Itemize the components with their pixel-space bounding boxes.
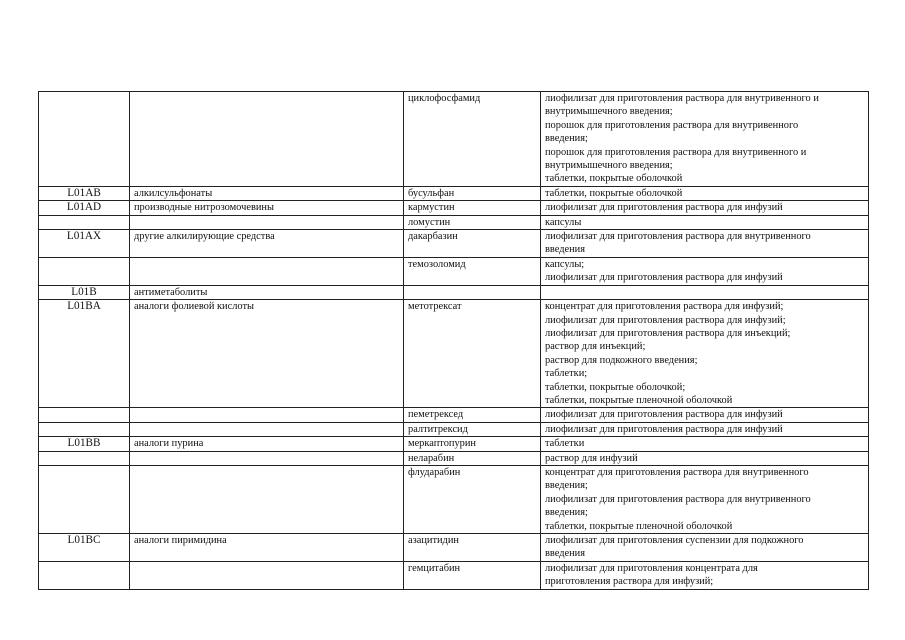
drug-name-cell: флударабин [404, 465, 541, 533]
atc-code-cell: L01BC [39, 534, 130, 562]
table-row [39, 230, 869, 258]
dosage-forms-cell [541, 257, 869, 285]
dosage-form-line: внутримышечного введения; [545, 160, 673, 172]
drug-name-cell: меркаптопурин [404, 437, 541, 451]
drug-name-cell: пеметрексед [404, 408, 541, 422]
dosage-form-line: таблетки, покрытые оболочкой [545, 173, 683, 185]
drug-name-cell: ломустин [404, 215, 541, 229]
atc-code-cell [39, 257, 130, 285]
dosage-form-line: раствор для подкожного введения; [545, 354, 698, 366]
table-row [39, 437, 869, 451]
dosage-form-line: лиофилизат для приготовления раствора для инфузий; [545, 314, 786, 326]
dosage-forms-cell [541, 186, 869, 200]
dosage-forms-cell [541, 230, 869, 258]
pharmacological-group-cell [130, 408, 404, 422]
pharmacological-group-cell [130, 215, 404, 229]
table-row [39, 465, 869, 533]
table-row [39, 201, 869, 215]
drug-name-cell: бусульфан [404, 186, 541, 200]
pharmacological-group-cell [130, 451, 404, 465]
dosage-form-line: лиофилизат для приготовления раствора для инфузий [545, 202, 783, 214]
dosage-forms-cell [541, 408, 869, 422]
drug-name-cell: неларабин [404, 451, 541, 465]
table-row [39, 408, 869, 422]
dosage-form-line: лиофилизат для приготовления раствора для внутривенного [545, 493, 811, 505]
pharmacological-group-cell: антиметаболиты [130, 285, 404, 299]
atc-code-cell: L01B [39, 285, 130, 299]
dosage-forms-cell [541, 437, 869, 451]
table-row [39, 300, 869, 408]
atc-code-cell [39, 561, 130, 589]
drug-name-cell [404, 285, 541, 299]
dosage-forms-cell [541, 285, 869, 299]
drug-name-cell: метотрексат [404, 300, 541, 408]
atc-code-cell: L01BB [39, 437, 130, 451]
dosage-form-line: лиофилизат для приготовления концентрата для [545, 562, 758, 574]
dosage-form-line: лиофилизат для приготовления суспензии для подкожного [545, 535, 804, 546]
dosage-form-line: концентрат для приготовления раствора для инфузий; [545, 301, 784, 313]
atc-code-cell [39, 92, 130, 187]
dosage-form-line: таблетки, покрытые пленочной оболочкой [545, 520, 733, 532]
table-row [39, 257, 869, 285]
dosage-forms-cell [541, 300, 869, 408]
pharmacological-group-cell [130, 257, 404, 285]
atc-code-cell [39, 451, 130, 465]
dosage-form-line: введения [545, 548, 586, 560]
dosage-form-line: таблетки; [545, 368, 588, 380]
atc-code-cell: L01AD [39, 201, 130, 215]
dosage-form-line: введения [545, 244, 586, 256]
drug-classification-table [38, 91, 869, 590]
dosage-form-line: концентрат для приготовления раствора для внутривенного [545, 466, 809, 478]
dosage-forms-cell [541, 451, 869, 465]
dosage-form-line: капсулы [545, 216, 582, 228]
dosage-forms-cell [541, 465, 869, 533]
dosage-form-line: лиофилизат для приготовления раствора для инфузий [545, 423, 783, 435]
atc-code-cell [39, 215, 130, 229]
drug-name-cell: темозоломид [404, 257, 541, 285]
table-row [39, 451, 869, 465]
table-row [39, 285, 869, 299]
atc-code-cell: L01AB [39, 186, 130, 200]
atc-code-cell [39, 408, 130, 422]
table-row [39, 215, 869, 229]
pharmacological-group-cell: производные нитрозомочевины [130, 201, 404, 215]
dosage-form-line: раствор для инъекций; [545, 341, 646, 353]
dosage-form-line: внутримышечного введения; [545, 106, 673, 118]
drug-name-cell: азацитидин [404, 534, 541, 562]
dosage-forms-cell [541, 534, 869, 562]
dosage-form-line: введения; [545, 133, 588, 145]
dosage-forms-cell [541, 201, 869, 215]
dosage-form-line: порошок для приготовления раствора для внутривенного и [545, 146, 807, 158]
drug-name-cell: дакарбазин [404, 230, 541, 258]
drug-name-cell: циклофосфамид [404, 92, 541, 187]
dosage-form-line: лиофилизат для приготовления раствора для инъекций; [545, 327, 791, 339]
dosage-form-line: введения; [545, 480, 588, 492]
atc-code-cell [39, 422, 130, 436]
dosage-form-line: таблетки, покрытые оболочкой [545, 187, 683, 199]
atc-code-cell [39, 465, 130, 533]
pharmacological-group-cell: аналоги пиримидина [130, 534, 404, 562]
pharmacological-group-cell [130, 92, 404, 187]
dosage-form-line: таблетки, покрытые оболочкой; [545, 381, 686, 393]
dosage-form-line: введения; [545, 507, 588, 519]
dosage-form-line: капсулы; [545, 258, 585, 270]
table-row [39, 534, 869, 562]
dosage-forms-cell [541, 422, 869, 436]
pharmacological-group-cell: аналоги фолиевой кислоты [130, 300, 404, 408]
dosage-form-line: приготовления раствора для инфузий; [545, 576, 714, 588]
dosage-form-line: таблетки [545, 438, 585, 450]
pharmacological-group-cell [130, 422, 404, 436]
dosage-forms-cell [541, 561, 869, 589]
drug-name-cell: кармустин [404, 201, 541, 215]
drug-name-cell: гемцитабин [404, 561, 541, 589]
dosage-form-line: лиофилизат для приготовления раствора для инфузий [545, 272, 783, 284]
table-row [39, 561, 869, 589]
pharmacological-group-cell: другие алкилирующие средства [130, 230, 404, 258]
dosage-form-line: лиофилизат для приготовления раствора для инфузий [545, 409, 783, 421]
pharmacological-group-cell: алкилсульфонаты [130, 186, 404, 200]
dosage-forms-cell [541, 215, 869, 229]
pharmacological-group-cell [130, 465, 404, 533]
dosage-form-line: лиофилизат для приготовления раствора для внутривенного [545, 231, 811, 243]
table-row [39, 186, 869, 200]
pharmacological-group-cell [130, 561, 404, 589]
atc-code-cell: L01BA [39, 300, 130, 408]
table-body [39, 92, 869, 590]
atc-code-cell: L01AX [39, 230, 130, 258]
dosage-form-line: порошок для приготовления раствора для внутривенного [545, 119, 799, 131]
dosage-forms-cell [541, 92, 869, 187]
dosage-form-line: раствор для инфузий [545, 452, 638, 464]
dosage-form-line: таблетки, покрытые пленочной оболочкой [545, 394, 733, 406]
pharmacological-group-cell: аналоги пурина [130, 437, 404, 451]
dosage-form-line: лиофилизат для приготовления раствора для внутривенного и [545, 93, 819, 104]
table-row [39, 92, 869, 187]
table-row [39, 422, 869, 436]
drug-name-cell: ралтитрексид [404, 422, 541, 436]
